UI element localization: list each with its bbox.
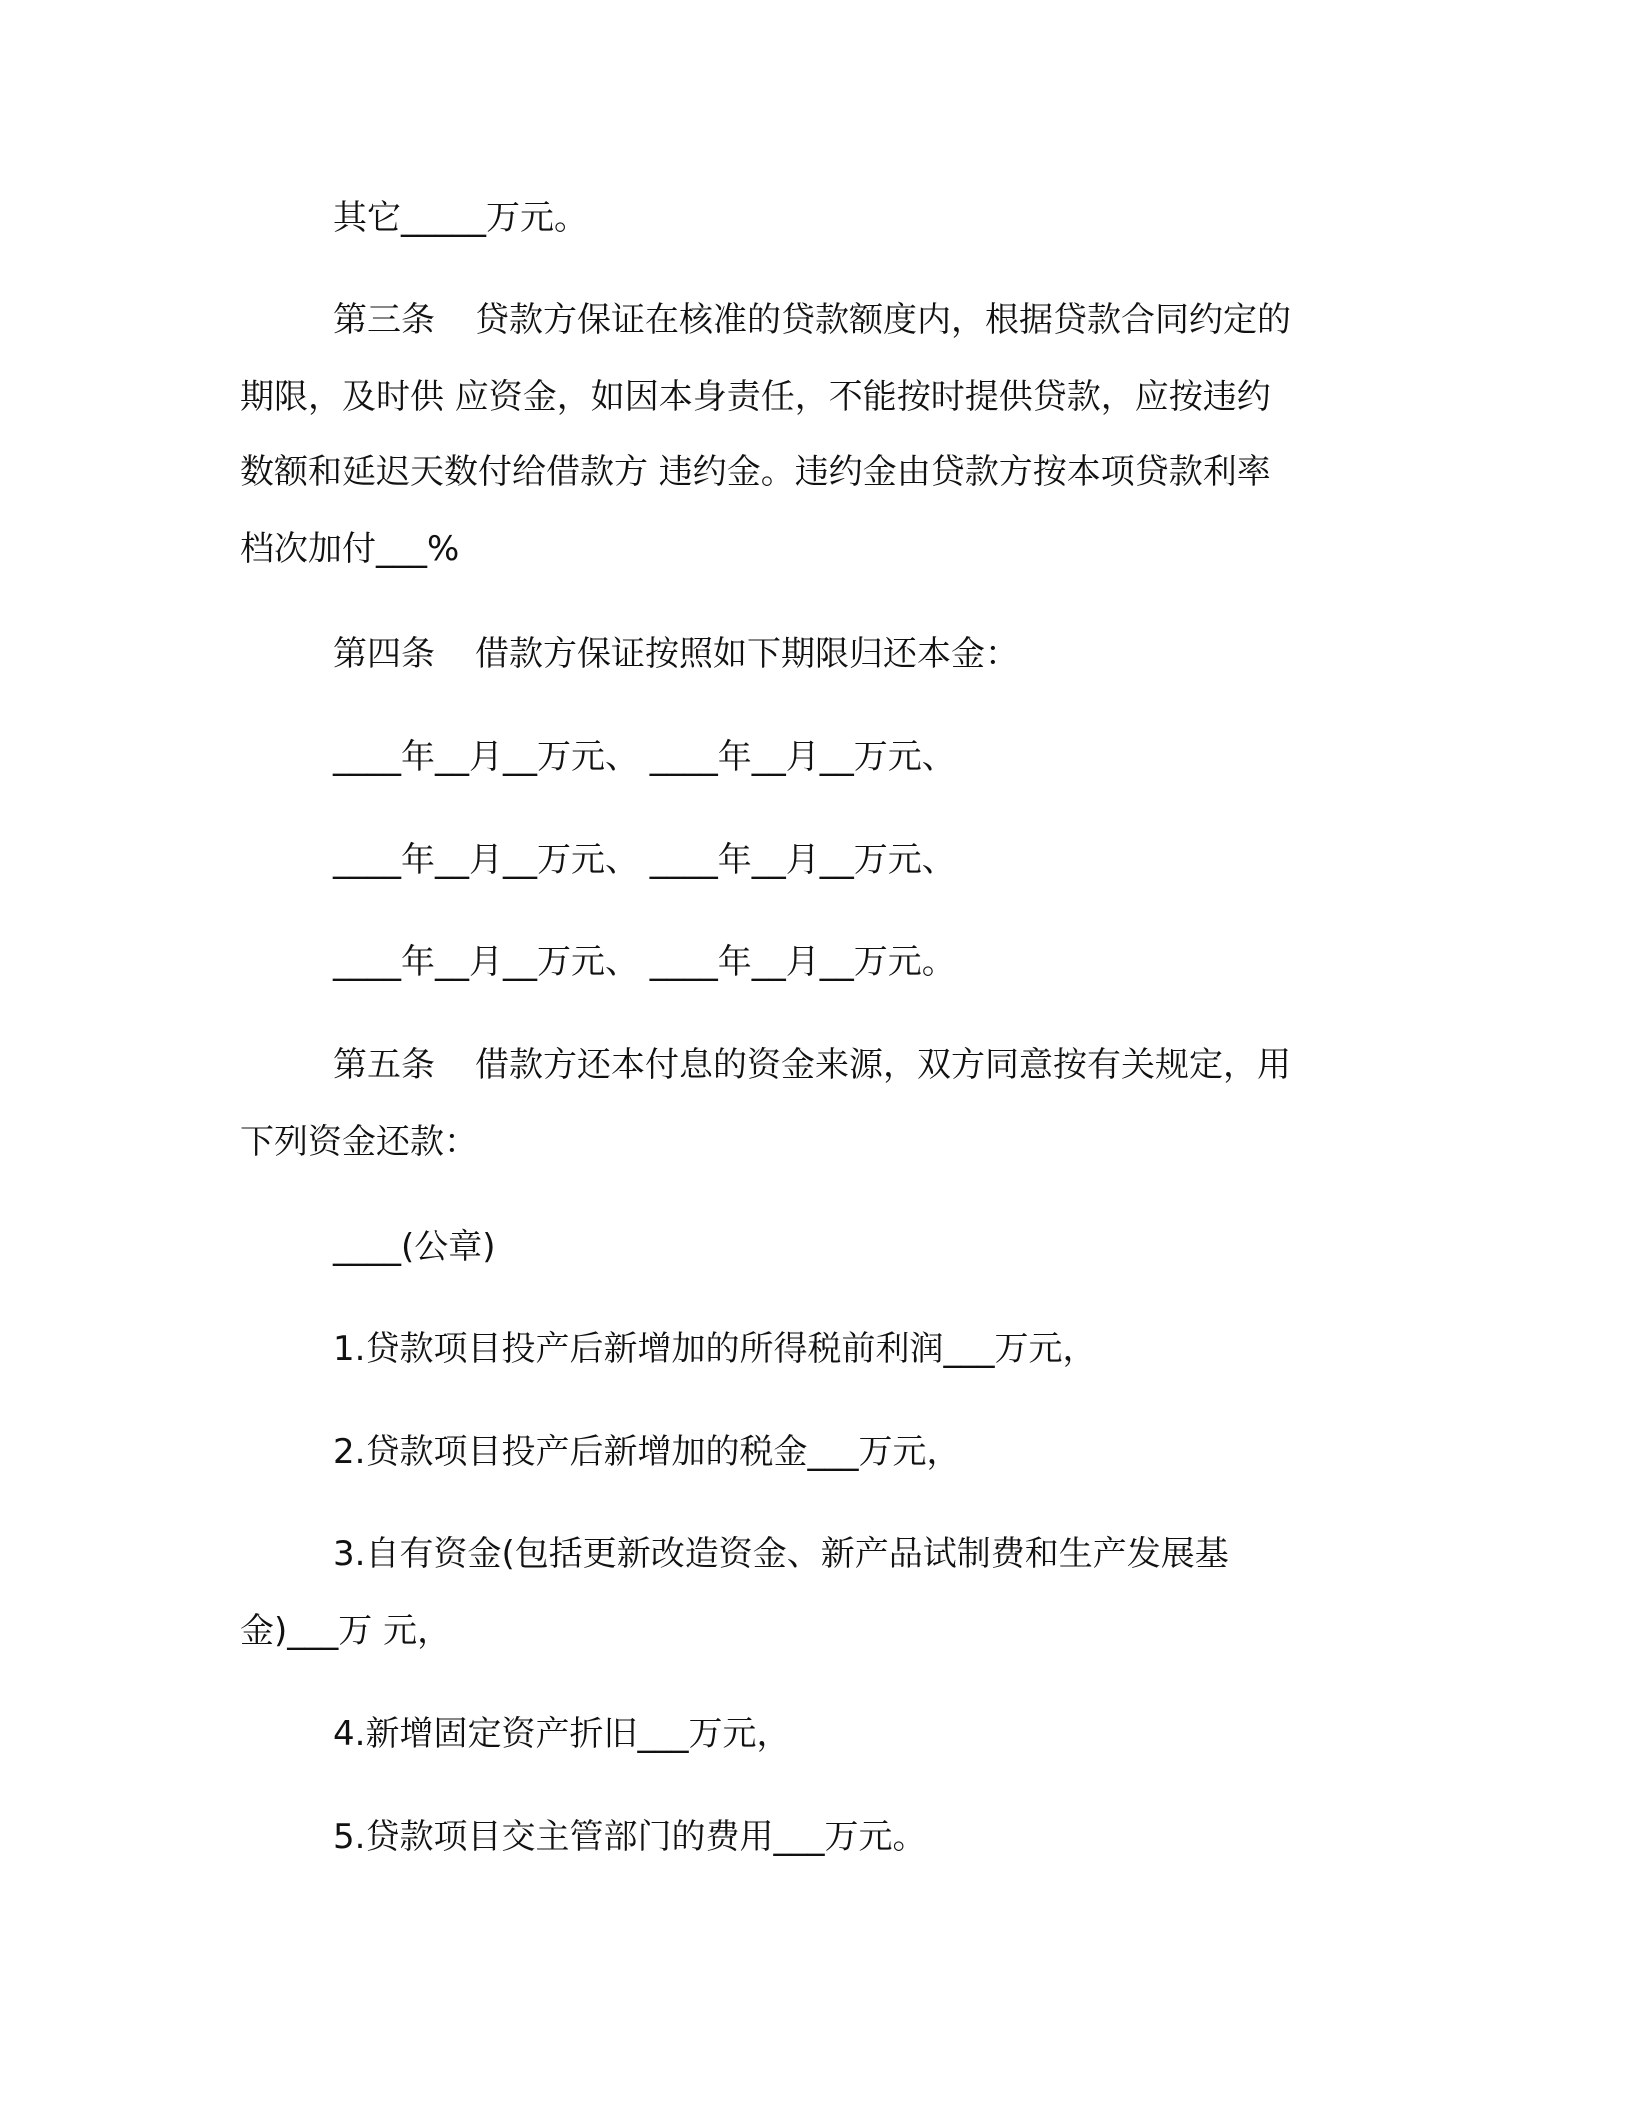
article-3-text-3: 数额和延迟天数付给借款方 违约金。违约金由贷款方按本项贷款利率 bbox=[240, 452, 1271, 492]
article-5-heading: 第五条 bbox=[333, 1045, 435, 1085]
repayment-schedule-row-3 bbox=[333, 940, 956, 984]
article-3-text-4: 档次加付___% bbox=[240, 529, 460, 569]
seal-text: ____(公章) bbox=[333, 1227, 496, 1267]
fund-source-text-5: 5.贷款项目交主管部门的费用___万元。 bbox=[333, 1817, 927, 1857]
text-other-amount: 其它_____万元。 bbox=[333, 198, 588, 238]
fund-source-item-1 bbox=[333, 1327, 1096, 1371]
repayment-schedule-row-1 bbox=[333, 735, 956, 779]
schedule-text-3: ____年__月__万元、 ____年__月__万元。 bbox=[333, 942, 956, 982]
article-3-heading: 第三条 bbox=[333, 300, 435, 340]
fund-source-text-4: 4.新增固定资产折旧___万元， bbox=[333, 1714, 791, 1754]
fund-source-item-2 bbox=[333, 1430, 960, 1474]
fund-source-text-3a: 3.自有资金(包括更新改造资金、新产品试制费和生产发展基 bbox=[333, 1534, 1229, 1574]
article-5-line-2 bbox=[240, 1120, 478, 1164]
article-4-text-1: 借款方保证按照如下期限归还本金： bbox=[475, 634, 1019, 674]
schedule-text-1: ____年__月__万元、 ____年__月__万元、 bbox=[333, 737, 956, 777]
seal-line bbox=[333, 1225, 496, 1269]
fund-source-text-3b: 金)___万 元， bbox=[240, 1611, 452, 1651]
fund-source-item-3-line-2 bbox=[240, 1609, 451, 1653]
article-5-line-1 bbox=[333, 1043, 1291, 1087]
article-3-line-1 bbox=[333, 298, 1291, 342]
article-3-line-3 bbox=[240, 450, 1271, 494]
fund-source-text-1: 1.贷款项目投产后新增加的所得税前利润___万元， bbox=[333, 1329, 1097, 1369]
article-5-text-2: 下列资金还款： bbox=[240, 1122, 478, 1162]
fund-source-item-4 bbox=[333, 1712, 790, 1756]
article-3-text-1: 贷款方保证在核准的贷款额度内，根据贷款合同约定的 bbox=[475, 300, 1291, 340]
article-5-text-1: 借款方还本付息的资金来源，双方同意按有关规定，用 bbox=[475, 1045, 1291, 1085]
schedule-text-2: ____年__月__万元、 ____年__月__万元、 bbox=[333, 840, 956, 880]
article-4-line-1 bbox=[333, 632, 1019, 676]
article-3-line-4 bbox=[240, 527, 459, 571]
fund-source-item-3-line-1 bbox=[333, 1532, 1229, 1576]
repayment-schedule-row-2 bbox=[333, 838, 956, 882]
article-3-text-2: 期限，及时供 应资金，如因本身责任，不能按时提供贷款，应按违约 bbox=[240, 377, 1271, 417]
paragraph-other-amount bbox=[333, 196, 588, 240]
article-4-heading: 第四条 bbox=[333, 634, 435, 674]
fund-source-text-2: 2.贷款项目投产后新增加的税金___万元， bbox=[333, 1432, 961, 1472]
fund-source-item-5 bbox=[333, 1815, 926, 1859]
article-3-line-2 bbox=[240, 375, 1271, 419]
